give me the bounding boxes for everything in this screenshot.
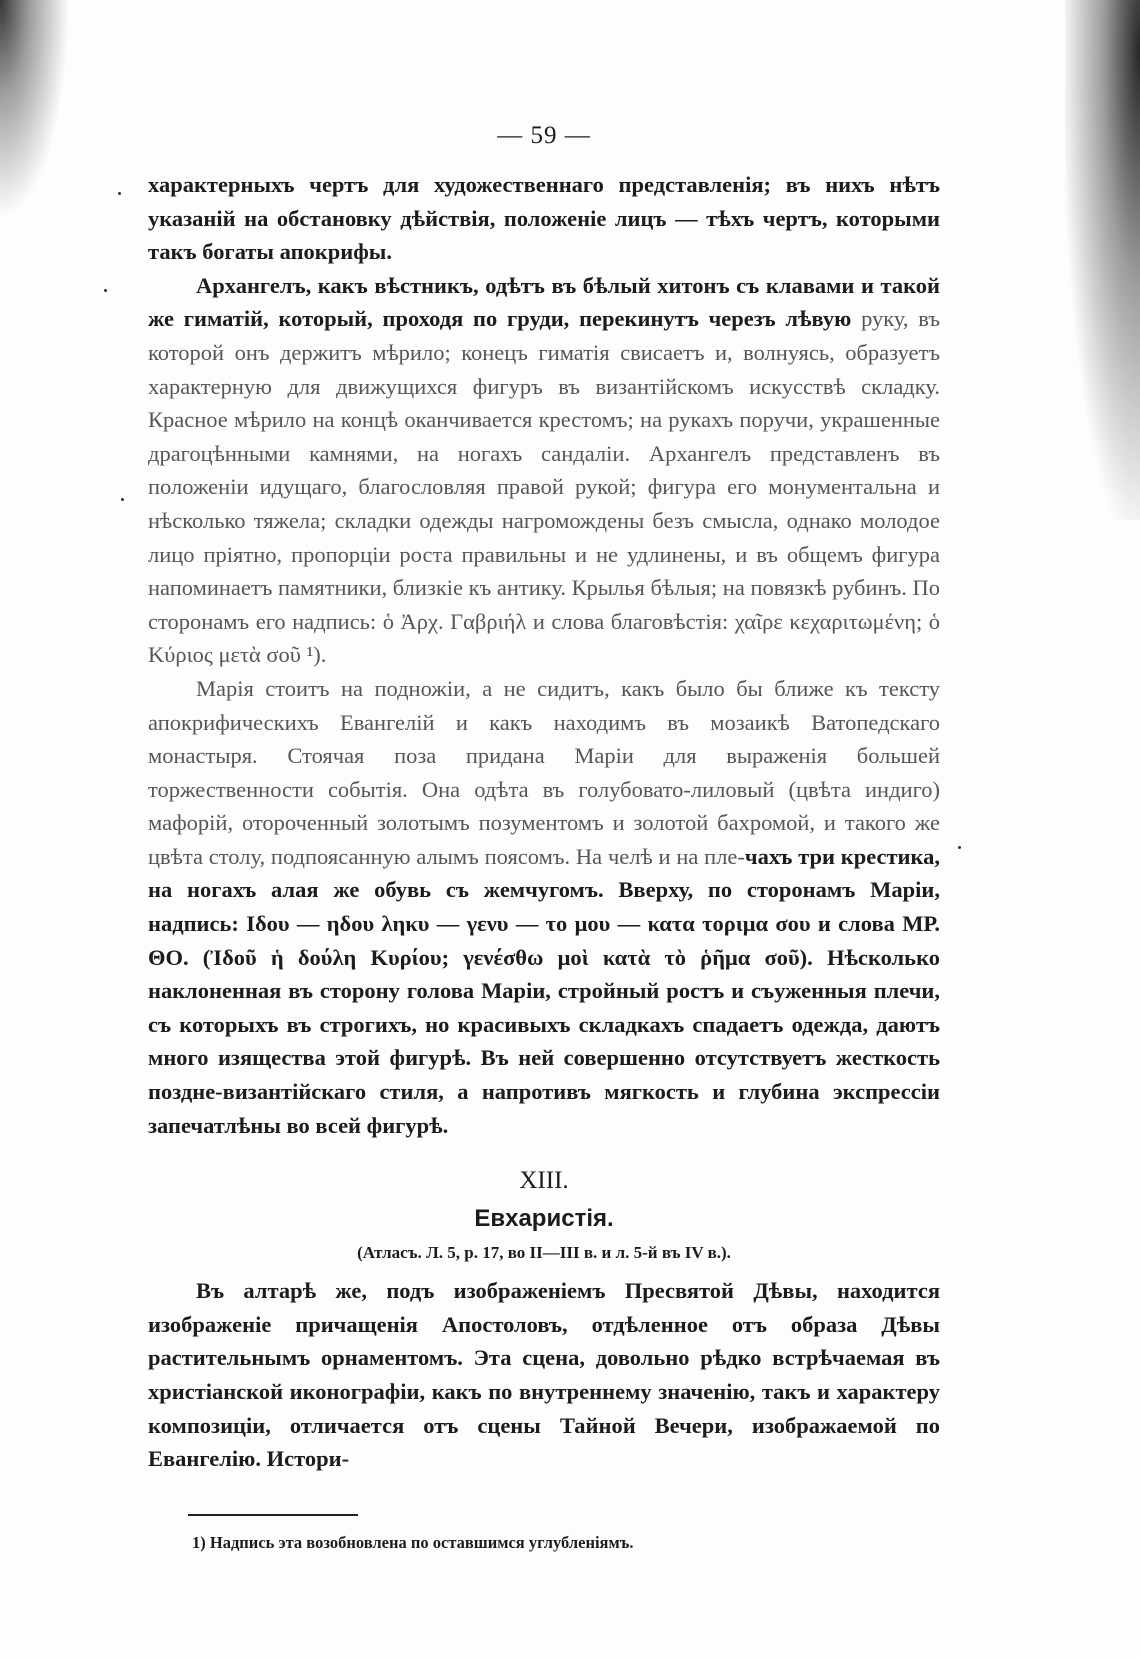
page-number: — 59 — [497, 122, 591, 149]
paragraph-2-faint-part: руку, въ которой онъ держитъ мѣрило; конецъ гиматія свисаетъ и, волнуясь, образуетъ характерную для движущихся фигуръ въ византійскомъ искусствѣ складку. Красное мѣрило на концѣ оканчивается крестомъ; на рукахъ поручи, украшенные драгоцѣнными камнями, на ногахъ сандаліи. Архангелъ представленъ въ положеніи идущаго, благословляя правой рукой; фигура его монументальна и нѣсколько тяжела; складки одежды нагромождены безъ смысла, однако молодое лицо пріятно, пропорціи роста правильны и не удлинены, и въ общемъ фигура напоминаетъ памятники, близкіе къ антику. Крылья бѣлыя; на повязкѣ рубинъ. По сторонамъ его надпись: ὁ Ἀρχ. Γαβριήλ и слова благовѣстія: χαῖρε κεχαριτωμένη; ὁ Κύριος μετὰ σοῦ ¹). [148, 306, 940, 668]
scan-speckle [104, 289, 107, 292]
paragraph-4: Въ алтарѣ же, подъ изображеніемъ Пресвятой Дѣвы, находится изображеніе причащенія Апостоловъ, отдѣленное отъ образа Дѣвы растительнымъ орнаментомъ. Эта сцена, довольно рѣдко встрѣчаемая въ христіанской иконографіи, какъ по внутреннему значенію, такъ и характеру композиціи, отличается отъ сцены Тайной Вечери, изображаемой по Евангелію. Истори- [148, 1278, 940, 1472]
page [148, 118, 940, 1556]
scan-speckle [118, 192, 121, 195]
paragraph-3-bold-part: чахъ три крестика, на ногахъ алая же обувь съ жемчугомъ. Вверху, по сторонамъ Маріи, надпись: Ιδου — ηδου ληκυ — γενυ — το μου — κατα τοριμα σου и слова МР. ΘΟ. (Ἰδοῦ ἡ δούλη Κυρίου; γενέσθω μοὶ κατὰ τὸ ῥῆμα σοῦ). Нѣсколько наклоненная въ сторону голова Маріи, стройный ростъ и съуженныя плечи, съ которыхъ въ строгихъ, но красивыхъ складкахъ спадаетъ одежда, даютъ много изящества этой фигурѣ. Въ ней совершенно отсутствуетъ жесткость поздне-византійскаго стиля, а напротивъ мягкость и глубина экспрессіи запечатлѣны во всей фигурѣ. [148, 843, 940, 1138]
footnote: 1) Надпись эта возобновлена по оставшимся углубленіямъ. [192, 1532, 634, 1552]
section-title: Евхаристія. [474, 1205, 614, 1233]
scan-speckle [121, 498, 124, 501]
section-reference: (Атласъ. Л. 5, р. 17, во II—III в. и л. 5-й въ IV в.). [357, 1243, 731, 1263]
scan-shadow-left [0, 0, 70, 220]
scan-shadow-right [1065, 0, 1140, 520]
paragraph-3-faint-part: Марія стоитъ на подножіи, а не сидитъ, какъ было бы ближе къ тексту апокрифическихъ Евангелій и какъ находимъ въ мозаикѣ Ватопедскаго монастыря. Стоячая поза придана Маріи для выраженія большей торжественности событія. Она одѣта въ голубовато-лиловый (цвѣта индиго) мафорій, отороченный золотымъ позументомъ и золотой бахромой, и такого же цвѣта столу, подпоясанную алымъ поясомъ. На челѣ и на пле- [148, 675, 940, 869]
scan-speckle [958, 846, 961, 849]
section-number: XIII. [519, 1167, 569, 1195]
paragraph-1: характерныхъ чертъ для художественнаго представленія; въ нихъ нѣтъ указаній на обстановку дѣйствія, положеніе лицъ — тѣхъ чертъ, которыми такъ богаты апокрифы. [148, 172, 940, 265]
footnote-divider [188, 1514, 358, 1516]
paragraph-2-bold-part: Архангелъ, какъ вѣстникъ, одѣтъ въ бѣлый хитонъ съ клавами и такой же гиматій, который, проходя по груди, перекинутъ черезъ лѣвую [148, 272, 940, 332]
paragraph-3 [148, 672, 940, 1142]
paragraph-2 [148, 269, 940, 672]
